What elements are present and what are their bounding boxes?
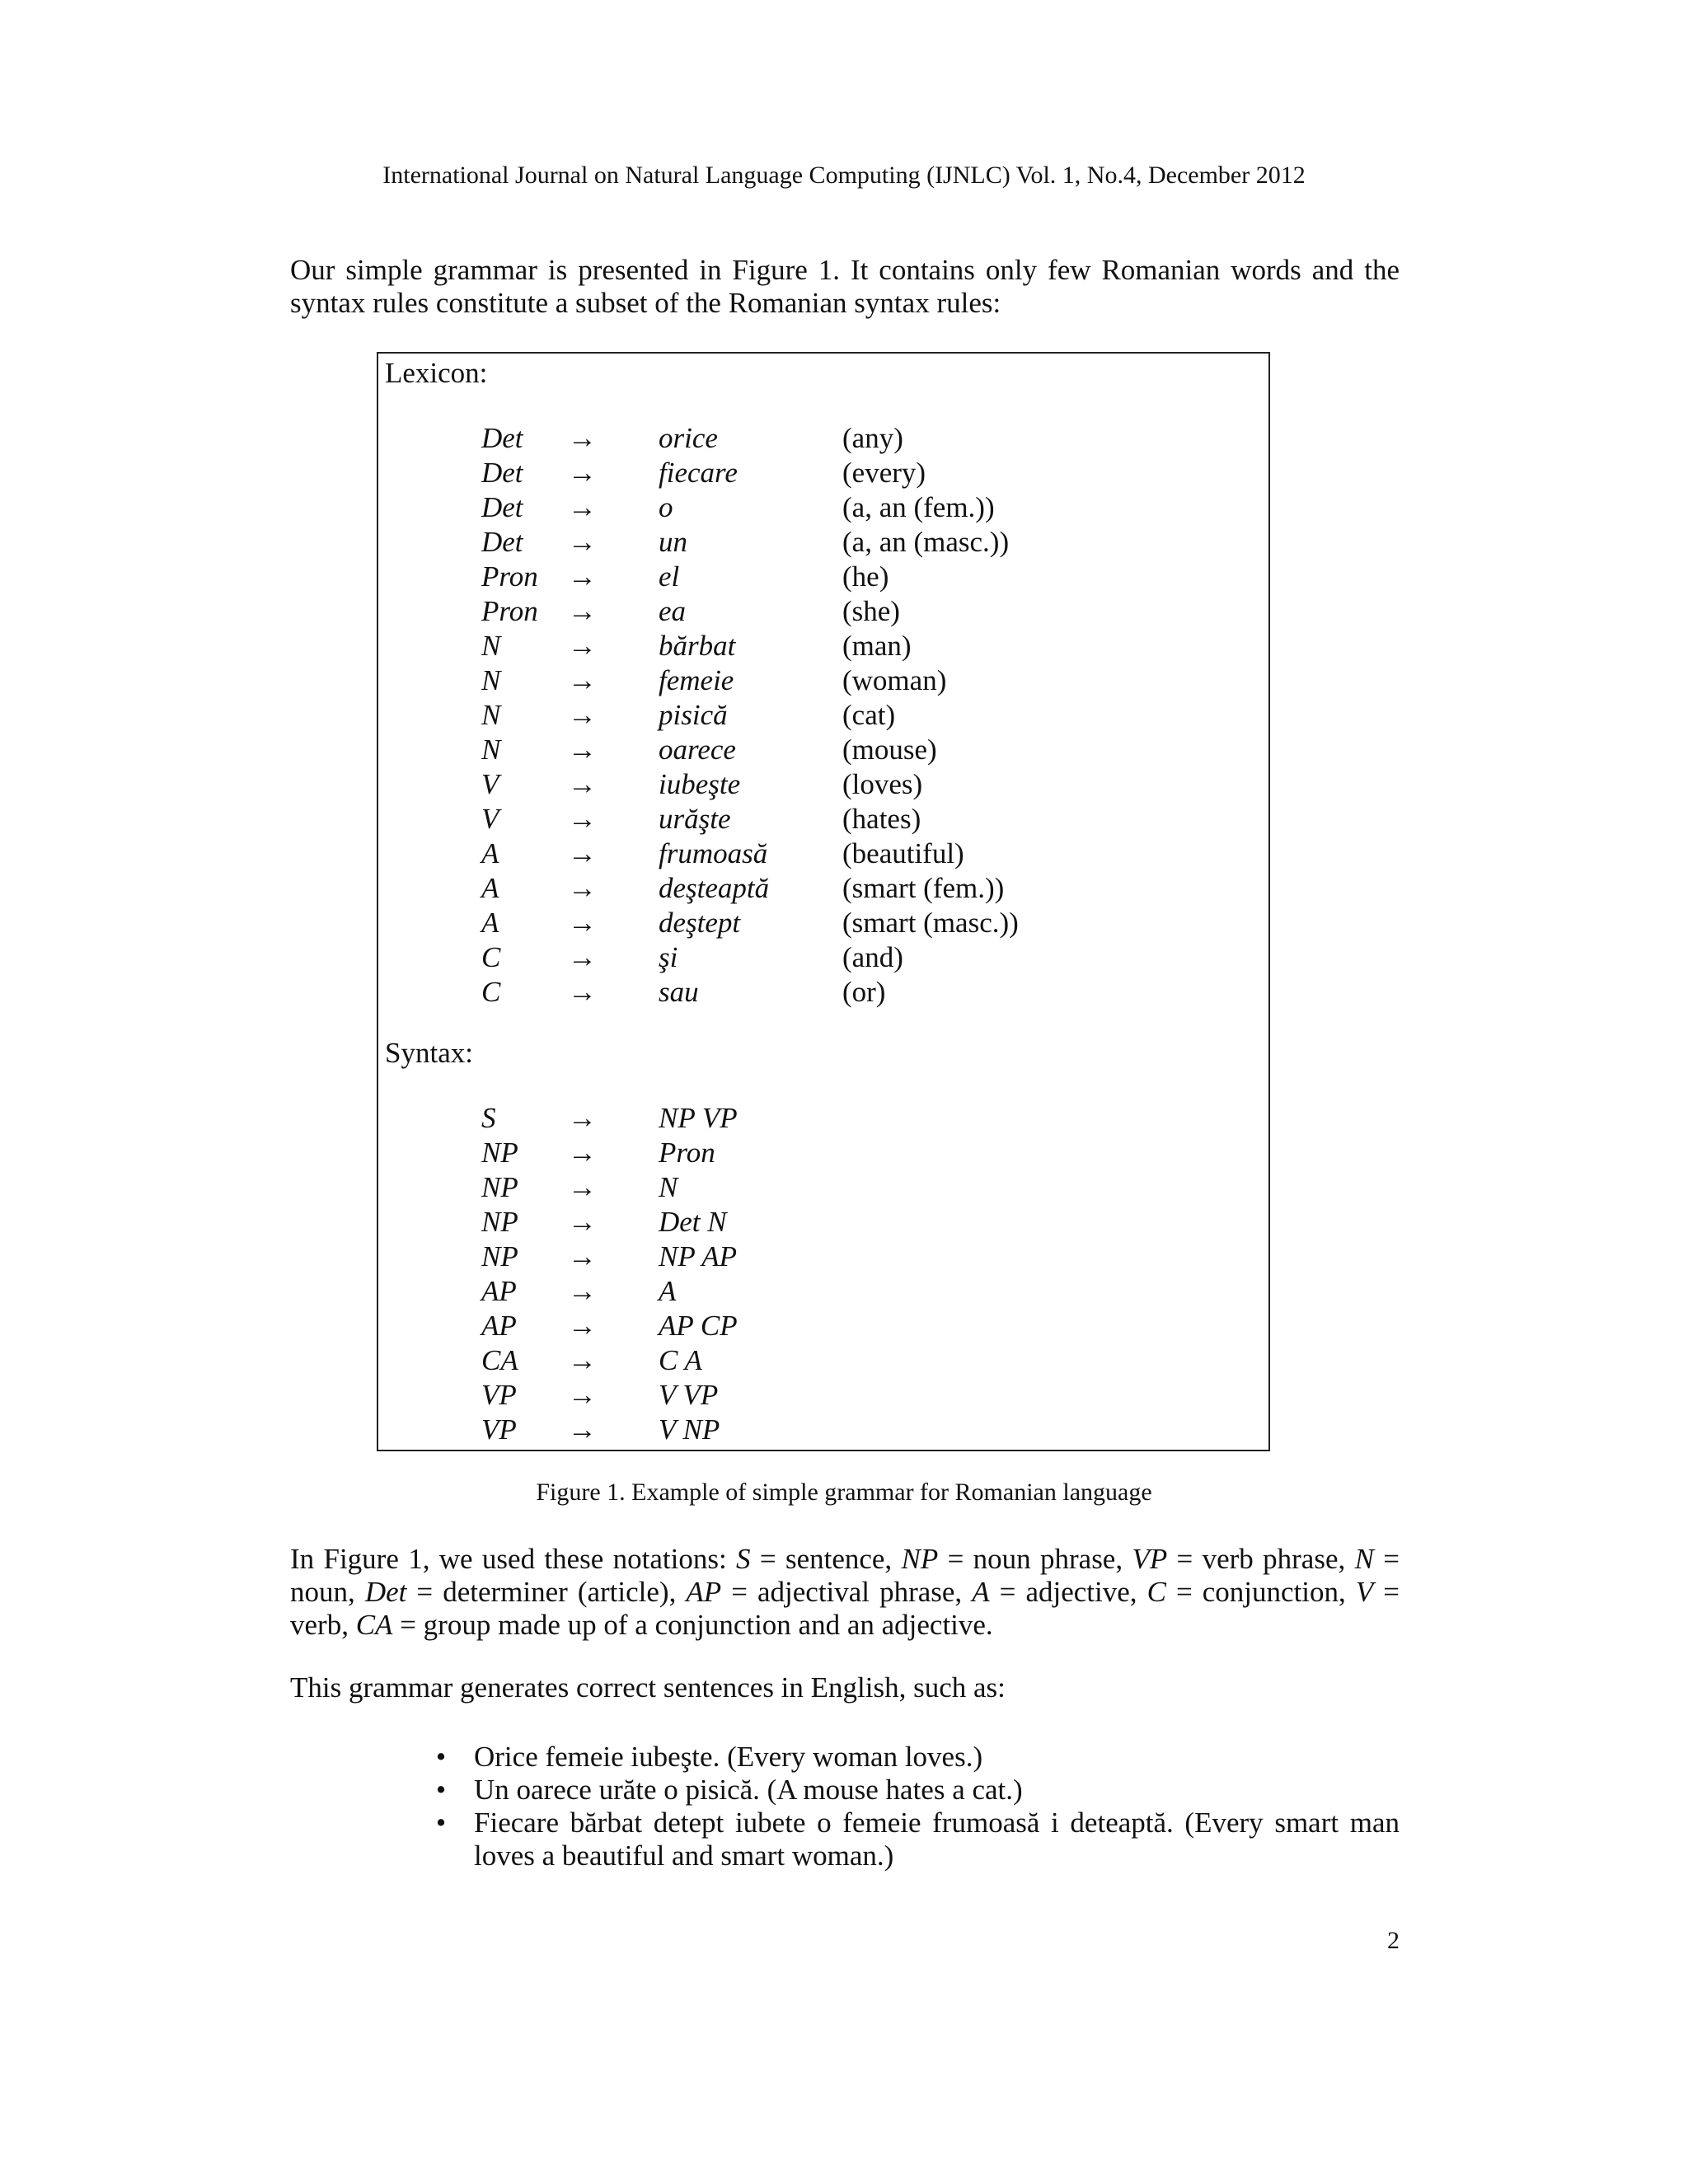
rule-rhs: N xyxy=(659,1171,678,1203)
arrow-icon: → xyxy=(568,457,597,489)
rule-rhs: pisică xyxy=(659,699,728,731)
arrow-icon: → xyxy=(568,1310,597,1342)
arrow-icon: → xyxy=(568,526,597,558)
rule-gloss: (she) xyxy=(842,595,900,627)
rule-rhs: deşteaptă xyxy=(659,872,770,904)
arrow-icon: → xyxy=(568,422,597,454)
rule-lhs: AP xyxy=(481,1310,517,1342)
rule-rhs: C A xyxy=(659,1344,702,1376)
rule-lhs: VP xyxy=(481,1379,517,1411)
arrow-icon: → xyxy=(568,491,597,523)
intro-line-1: Our simple grammar is presented in Figure 1. It contains only few Romanian words and the xyxy=(290,254,1400,286)
page-number: 2 xyxy=(1387,1927,1400,1954)
rule-rhs: el xyxy=(659,560,680,593)
rule-rhs: deştept xyxy=(659,907,741,939)
bullet-icon: • xyxy=(435,1807,447,1839)
rule-lhs: NP xyxy=(481,1171,518,1203)
rule-gloss: (woman) xyxy=(842,664,947,696)
rule-lhs: A xyxy=(481,837,499,869)
rule-rhs: NP AP xyxy=(659,1240,737,1272)
arrow-icon: → xyxy=(568,699,597,731)
rule-lhs: N xyxy=(481,630,501,662)
rule-lhs: C xyxy=(481,976,501,1008)
rule-rhs: AP CP xyxy=(659,1310,738,1342)
syntax-label: Syntax: xyxy=(385,1037,473,1069)
rule-gloss: (hates) xyxy=(842,803,921,835)
rule-lhs: V xyxy=(481,803,499,835)
rule-rhs: un xyxy=(659,526,687,558)
rule-gloss: (a, an (masc.)) xyxy=(842,526,1010,558)
rule-gloss: (and) xyxy=(842,941,903,973)
rule-rhs: V NP xyxy=(659,1413,720,1446)
arrow-icon: → xyxy=(568,976,597,1008)
rule-lhs: V xyxy=(481,768,499,800)
rule-lhs: N xyxy=(481,733,501,766)
rule-rhs: orice xyxy=(659,422,718,454)
rule-lhs: VP xyxy=(481,1413,517,1446)
list-item: • Un oarece urăte o pisică. (A mouse hates a cat.) xyxy=(429,1774,1400,1807)
rule-lhs: Det xyxy=(481,526,523,558)
figure-caption: Figure 1. Example of simple grammar for Romanian language xyxy=(536,1479,1152,1506)
rule-rhs: fiecare xyxy=(659,457,738,489)
grammar-figure-box xyxy=(377,352,1270,1451)
rule-rhs: ea xyxy=(659,595,687,627)
arrow-icon: → xyxy=(568,1206,597,1238)
rule-gloss: (smart (fem.)) xyxy=(842,872,1005,904)
rule-gloss: (smart (masc.)) xyxy=(842,907,1019,939)
rule-lhs: A xyxy=(481,872,499,904)
list-item: • Fiecare bărbat detept iubete o femeie frumoasă i deteaptă. (Every smart man loves a beautiful and smart woman.) xyxy=(429,1807,1400,1872)
rule-lhs: NP xyxy=(481,1137,518,1169)
rule-lhs: Pron xyxy=(481,595,538,627)
rule-gloss: (mouse) xyxy=(842,733,937,766)
rule-lhs: N xyxy=(481,699,501,731)
rule-lhs: C xyxy=(481,941,501,973)
rule-gloss: (any) xyxy=(842,422,903,454)
rule-lhs: NP xyxy=(481,1240,518,1272)
rule-lhs: Det xyxy=(481,491,523,523)
arrow-icon: → xyxy=(568,837,597,869)
arrow-icon: → xyxy=(568,1171,597,1203)
rule-gloss: (he) xyxy=(842,560,889,593)
rule-rhs: şi xyxy=(659,941,678,973)
arrow-icon: → xyxy=(568,630,597,662)
rule-rhs: sau xyxy=(659,976,699,1008)
arrow-icon: → xyxy=(568,664,597,696)
generates-paragraph: This grammar generates correct sentences in English, such as: xyxy=(290,1671,1006,1704)
rule-gloss: (every) xyxy=(842,457,926,489)
rule-gloss: (beautiful) xyxy=(842,837,964,869)
bullet-icon: • xyxy=(435,1774,447,1806)
bullet-icon: • xyxy=(435,1741,447,1773)
arrow-icon: → xyxy=(568,1344,597,1376)
rule-rhs: frumoasă xyxy=(659,837,768,869)
rule-gloss: (or) xyxy=(842,976,886,1008)
rule-rhs: A xyxy=(659,1275,677,1307)
rule-rhs: oarece xyxy=(659,733,736,766)
arrow-icon: → xyxy=(568,1240,597,1272)
intro-paragraph xyxy=(290,254,1400,320)
rule-lhs: Det xyxy=(481,422,523,454)
rule-lhs: N xyxy=(481,664,501,696)
rule-rhs: bărbat xyxy=(659,630,736,662)
arrow-icon: → xyxy=(568,941,597,973)
running-header: International Journal on Natural Language Computing (IJNLC) Vol. 1, No.4, December 2012 xyxy=(382,162,1306,189)
arrow-icon: → xyxy=(568,1137,597,1169)
rule-lhs: A xyxy=(481,907,499,939)
lexicon-label: Lexicon: xyxy=(385,357,488,389)
rule-lhs: CA xyxy=(481,1344,518,1376)
rule-rhs: femeie xyxy=(659,664,734,696)
rule-gloss: (man) xyxy=(842,630,912,662)
rule-gloss: (loves) xyxy=(842,768,923,800)
arrow-icon: → xyxy=(568,768,597,800)
arrow-icon: → xyxy=(568,803,597,835)
rule-lhs: Det xyxy=(481,457,523,489)
rule-lhs: AP xyxy=(481,1275,517,1307)
arrow-icon: → xyxy=(568,1379,597,1411)
rule-rhs: urăşte xyxy=(659,803,731,835)
rule-gloss: (cat) xyxy=(842,699,896,731)
rule-lhs: Pron xyxy=(481,560,538,593)
rule-rhs: NP VP xyxy=(659,1102,738,1134)
example-sentence-list xyxy=(429,1741,1400,1872)
arrow-icon: → xyxy=(568,1413,597,1446)
arrow-icon: → xyxy=(568,1102,597,1134)
rule-lhs: NP xyxy=(481,1206,518,1238)
rule-gloss: (a, an (fem.)) xyxy=(842,491,995,523)
rule-rhs: Det N xyxy=(659,1206,727,1238)
arrow-icon: → xyxy=(568,1275,597,1307)
rule-lhs: S xyxy=(481,1102,496,1134)
intro-line-2: syntax rules constitute a subset of the Romanian syntax rules: xyxy=(290,287,1001,319)
arrow-icon: → xyxy=(568,595,597,627)
notations-paragraph: In Figure 1, we used these notations: S = sentence, NP = noun phrase, VP = verb phrase, N = noun, Det = determiner (article), AP = adjectival phrase, A = adjective, C = conjunction, V = verb, CA = group made up of a conjunction and an adjective. xyxy=(290,1543,1400,1641)
rule-rhs: Pron xyxy=(659,1137,715,1169)
rule-rhs: o xyxy=(659,491,673,523)
list-item: • Orice femeie iubeşte. (Every woman loves.) xyxy=(429,1741,1400,1774)
arrow-icon: → xyxy=(568,733,597,766)
arrow-icon: → xyxy=(568,560,597,593)
arrow-icon: → xyxy=(568,872,597,904)
arrow-icon: → xyxy=(568,907,597,939)
rule-rhs: V VP xyxy=(659,1379,719,1411)
rule-rhs: iubeşte xyxy=(659,768,741,800)
